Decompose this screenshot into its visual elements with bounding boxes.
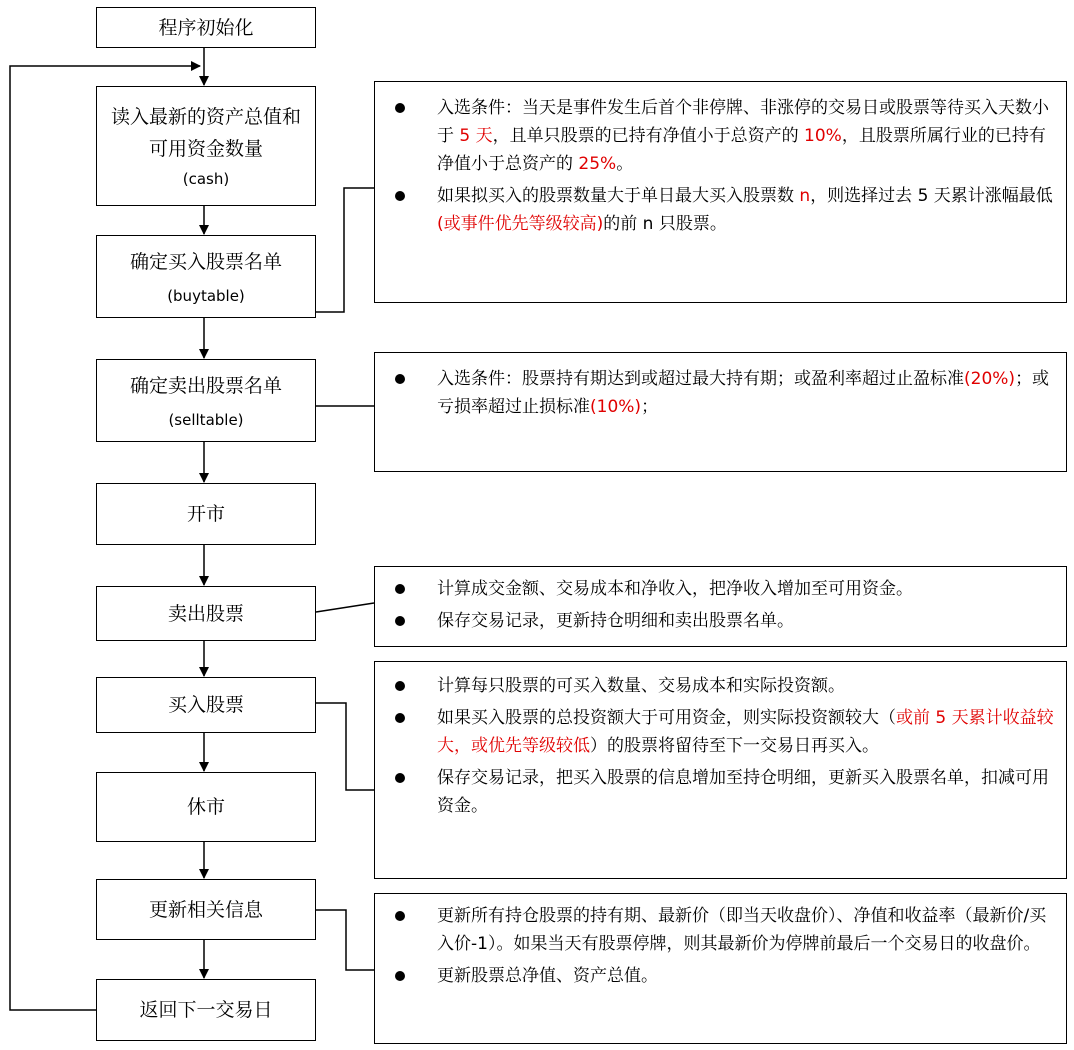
- update-note-list: [395, 902, 1056, 990]
- sell-note: [374, 566, 1067, 647]
- buylist-note-item: [395, 182, 1056, 238]
- note-text: 。: [616, 154, 634, 174]
- buy-note-item: [395, 704, 1056, 760]
- buylist-sub: (buytable): [167, 286, 245, 305]
- note-text: ，则选择过去 5 天累计涨幅最低: [810, 186, 1053, 206]
- update-box: [96, 879, 316, 940]
- read-sub: (cash): [182, 170, 230, 188]
- update-note: [374, 893, 1067, 1044]
- buy-label: 买入股票: [167, 694, 244, 716]
- init-box: [96, 7, 316, 48]
- note-text: ；或亏损率超过止损标准: [437, 369, 1050, 417]
- sell-note-item: [395, 575, 1056, 603]
- note-text: 保存交易记录，更新持仓明细和卖出股票名单。: [437, 611, 794, 631]
- highlight-text: (或事件优先等级较高): [437, 214, 604, 234]
- selllist-label: 确定卖出股票名单: [129, 374, 282, 397]
- highlight-text: (10%): [590, 397, 642, 417]
- note-text: 计算成交金额、交易成本和净收入，把净收入增加至可用资金。: [437, 579, 913, 599]
- note-text: ；: [641, 397, 659, 417]
- next-label: 返回下一交易日: [139, 999, 273, 1021]
- connector-buylist-note: [316, 188, 374, 312]
- sell-box: [96, 586, 316, 641]
- close-label: 休市: [186, 796, 225, 818]
- buylist-note: [374, 81, 1067, 303]
- buylist-note-list: [395, 94, 1056, 238]
- selllist-box: [96, 359, 316, 442]
- connector-update-note: [316, 910, 374, 970]
- highlight-text: 10%: [804, 126, 842, 146]
- selllist-note-item: [395, 365, 1056, 421]
- note-text: 更新股票总净值、资产总值。: [437, 966, 658, 986]
- close-box: [96, 772, 316, 842]
- buy-box: [96, 677, 316, 733]
- selllist-note: [374, 352, 1067, 472]
- buylist-note-item: [395, 94, 1056, 178]
- note-text: 更新所有持仓股票的持有期、最新价（即当天收盘价）、净值和收益率（最新价/买入价-1）。如果当天有股票停牌，则其最新价为停牌前最后一个交易日的收盘价。: [437, 906, 1047, 954]
- note-text: 入选条件：当天是事件发生后首个非停牌、非涨停的交易日或股票等待买入天数小于: [437, 98, 1049, 146]
- note-text: 保存交易记录，把买入股票的信息增加至持仓明细，更新买入股票名单，扣减可用资金。: [437, 768, 1049, 816]
- note-text: 入选条件：股票持有期达到或超过最大持有期；或盈利率超过止盈标准: [437, 369, 964, 389]
- highlight-text: 25%: [578, 154, 617, 174]
- read-label: 读入最新的资产总值和可用资金数量: [111, 106, 302, 160]
- buy-note-list: [395, 672, 1056, 820]
- update-note-item: [395, 902, 1056, 958]
- open-box: [96, 483, 316, 545]
- sell-label: 卖出股票: [167, 602, 244, 625]
- selllist-note-list: [395, 365, 1056, 421]
- selllist-sub: (selltable): [168, 410, 244, 429]
- note-text: ，且股票所属行业的已持有净值小于总资产的: [437, 126, 1046, 174]
- highlight-text: 5 天: [459, 126, 493, 146]
- read-box: [96, 86, 316, 206]
- note-text: 计算每只股票的可买入数量、交易成本和实际投资额。: [437, 676, 845, 696]
- update-label: 更新相关信息: [148, 898, 263, 921]
- note-text: 的前 n 只股票。: [603, 214, 727, 234]
- connector-buy-note: [316, 703, 374, 790]
- connector-sell-note: [316, 603, 374, 612]
- buy-note: [374, 661, 1067, 879]
- highlight-text: (20%): [964, 369, 1016, 389]
- sell-note-list: [395, 575, 1056, 635]
- update-note-item: [395, 962, 1056, 990]
- note-text: ）的股票将留待至下一交易日再买入。: [590, 736, 879, 756]
- open-label: 开市: [186, 503, 225, 525]
- note-text: ，且单只股票的已持有净值小于总资产的: [492, 126, 805, 146]
- init-label: 程序初始化: [158, 16, 254, 39]
- buy-note-item: [395, 764, 1056, 820]
- next-box: [96, 979, 316, 1041]
- note-text: 如果拟买入的股票数量大于单日最大买入股票数: [437, 186, 800, 206]
- buy-note-item: [395, 672, 1056, 700]
- buylist-box: [96, 235, 316, 318]
- highlight-text: 或前 5 天累计收益较大，或优先等级较低: [437, 708, 1054, 756]
- note-text: 如果买入股票的总投资额大于可用资金，则实际投资额较大（: [437, 708, 896, 728]
- buylist-label: 确定买入股票名单: [129, 250, 282, 273]
- sell-note-item: [395, 607, 1056, 635]
- highlight-text: n: [799, 186, 811, 206]
